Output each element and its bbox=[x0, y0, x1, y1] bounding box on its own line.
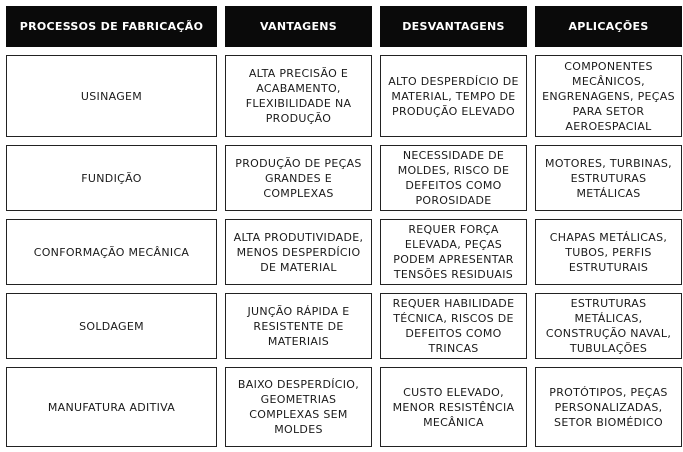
row-2-advantages: PRODUÇÃO DE PEÇAS GRANDES E COMPLEXAS bbox=[225, 145, 372, 211]
row-2-applications: MOTORES, TURBINAS, ESTRUTURAS METÁLICAS bbox=[535, 145, 682, 211]
row-4-applications: ESTRUTURAS METÁLICAS, CONSTRUÇÃO NAVAL, TUBULAÇÕES bbox=[535, 293, 682, 359]
row-2-process: FUNDIÇÃO bbox=[6, 145, 217, 211]
row-1-disadvantages: ALTO DESPERDÍCIO DE MATERIAL, TEMPO DE PRODUÇÃO ELEVADO bbox=[380, 55, 527, 137]
header-applications: APLICAÇÕES bbox=[535, 6, 682, 47]
header-processes: PROCESSOS DE FABRICAÇÃO bbox=[6, 6, 217, 47]
row-4-advantages: JUNÇÃO RÁPIDA E RESISTENTE DE MATERIAIS bbox=[225, 293, 372, 359]
row-5-disadvantages: CUSTO ELEVADO, MENOR RESISTÊNCIA MECÂNICA bbox=[380, 367, 527, 447]
row-3-applications: CHAPAS METÁLICAS, TUBOS, PERFIS ESTRUTURAIS bbox=[535, 219, 682, 285]
row-5-process: MANUFATURA ADITIVA bbox=[6, 367, 217, 447]
row-1-applications: COMPONENTES MECÂNICOS, ENGRENAGENS, PEÇAS PARA SETOR AEROESPACIAL bbox=[535, 55, 682, 137]
row-1-advantages: ALTA PRECISÃO E ACABAMENTO, FLEXIBILIDADE NA PRODUÇÃO bbox=[225, 55, 372, 137]
header-disadvantages: DESVANTAGENS bbox=[380, 6, 527, 47]
row-3-process: CONFORMAÇÃO MECÂNICA bbox=[6, 219, 217, 285]
row-5-applications: PROTÓTIPOS, PEÇAS PERSONALIZADAS, SETOR BIOMÉDICO bbox=[535, 367, 682, 447]
row-4-process: SOLDAGEM bbox=[6, 293, 217, 359]
row-1-process: USINAGEM bbox=[6, 55, 217, 137]
row-3-disadvantages: REQUER FORÇA ELEVADA, PEÇAS PODEM APRESENTAR TENSÕES RESIDUAIS bbox=[380, 219, 527, 285]
header-advantages: VANTAGENS bbox=[225, 6, 372, 47]
row-5-advantages: BAIXO DESPERDÍCIO, GEOMETRIAS COMPLEXAS SEM MOLDES bbox=[225, 367, 372, 447]
manufacturing-processes-table bbox=[6, 6, 682, 447]
row-2-disadvantages: NECESSIDADE DE MOLDES, RISCO DE DEFEITOS COMO POROSIDADE bbox=[380, 145, 527, 211]
row-3-advantages: ALTA PRODUTIVIDADE, MENOS DESPERDÍCIO DE MATERIAL bbox=[225, 219, 372, 285]
row-4-disadvantages: REQUER HABILIDADE TÉCNICA, RISCOS DE DEFEITOS COMO TRINCAS bbox=[380, 293, 527, 359]
